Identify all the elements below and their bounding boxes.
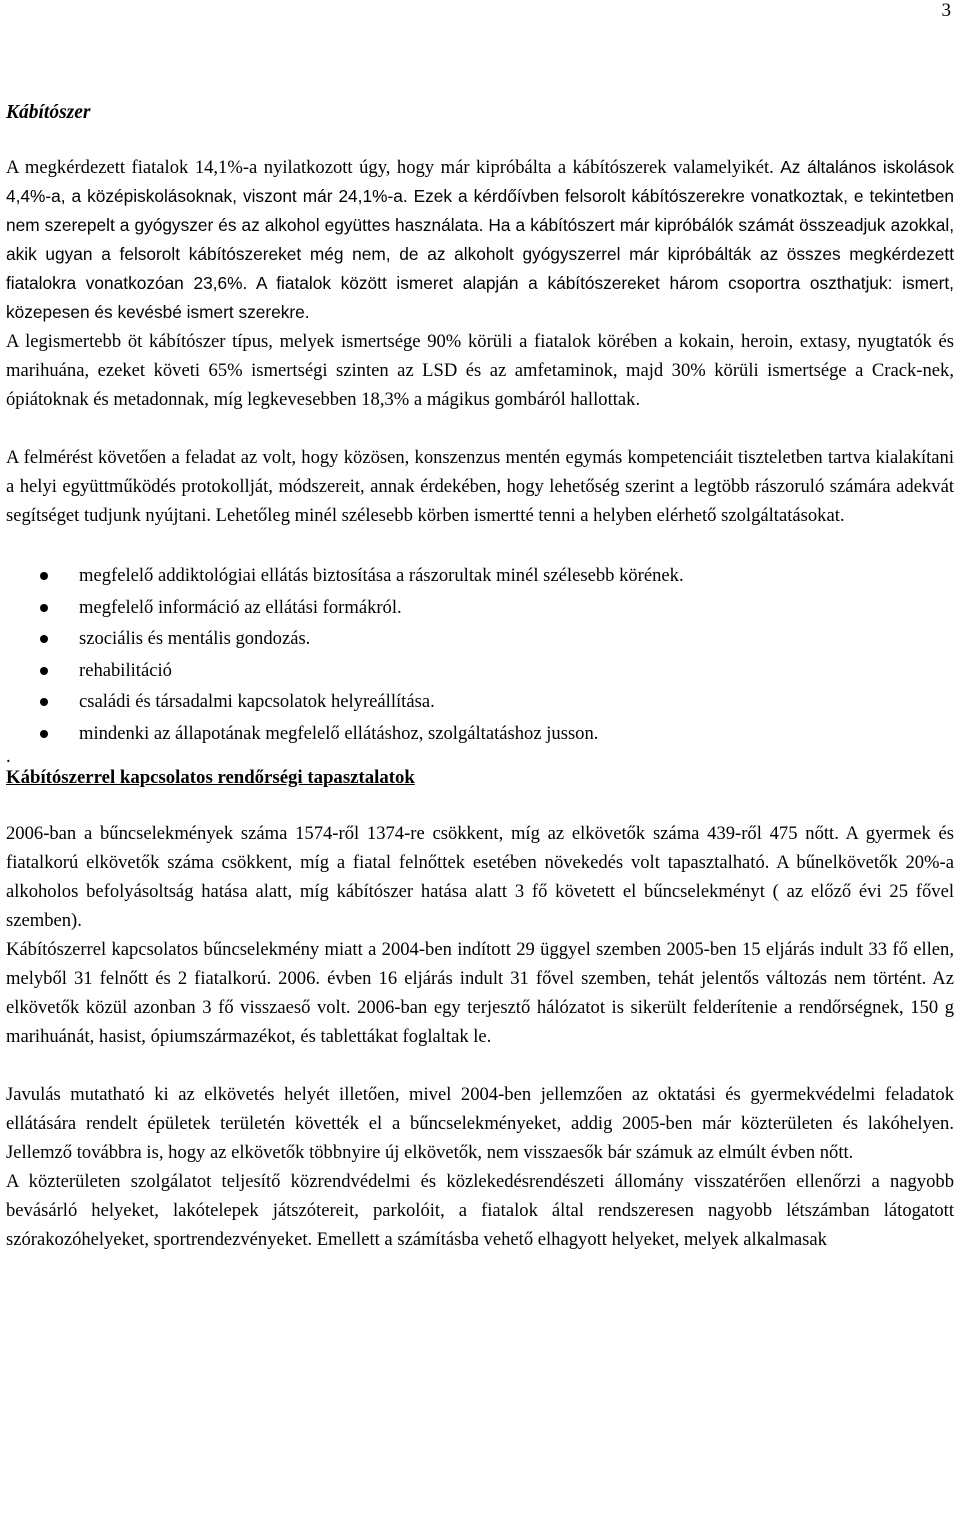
paragraph-task: A felmérést követően a feladat az volt, hogy közösen, konszenzus mentén egymás kompetenciáit tiszteletben tartva kialakítani a helyi együttműködés protokollját, módszereit, annak érdekében, hogy lehetőség szerint a legtöbb rászoruló számára adekvát segítséget tudjunk nyújtani. Lehetőleg minél szélesebb körben ismertté tenni a helyben elérhető szolgáltatásokat. — [6, 447, 954, 526]
list-item-text: családi és társadalmi kapcsolatok helyreállítása. — [79, 691, 435, 712]
list-item — [6, 592, 954, 624]
stray-period: . — [6, 746, 11, 767]
bullet-icon — [40, 604, 48, 612]
goals-list — [6, 560, 954, 749]
intro-sentence: A megkérdezett fiatalok 14,1%-a nyilatkozott úgy, hogy már kipróbálta a kábítószerek valamelyikét. — [6, 157, 774, 178]
bullet-icon — [40, 730, 48, 738]
list-item — [6, 623, 954, 655]
list-item-text: megfelelő információ az ellátási formákról. — [79, 596, 402, 618]
list-item — [6, 686, 954, 718]
intro-sans-text: Az általános iskolások 4,4%-a, a középiskolásoknak, viszont már 24,1%-a. Ezek a kérdőívben felsorolt kábítószerekre vonatkoztak, e tekintetben nem szerepelt a gyógyszer és az alkohol együttes használata. Ha a kábítószert már kipróbálók számát összeadjuk azokkal, akik ugyan a felsorolt kábítószereket még nem, de az alkoholt gyógyszerrel már kipróbálták az összes megkérdezett fiatalokra vonatkozóan 23,6%. A fiatalok között ismeret alapján a kábítószereket három csoportra oszthatjuk: ismert, közepesen és kevésbé ismert szerekre. — [6, 157, 954, 322]
paragraph-location: Javulás mutatható ki az elkövetés helyét illetően, mivel 2004-ben jellemzően az oktatási és gyermekvédelmi feladatok ellátására rendelt épületek területén követték el a bűncselekményeket, addig 2005-ben már közterületen és lakóhelyen. Jellemző továbbra is, hogy az elkövetők többnyire új elkövetők, nem visszaesők bár számuk az elmúlt évben nőtt. — [6, 1084, 954, 1163]
paragraph-awareness: A legismertebb öt kábítószer típus, melyek ismertsége 90% körüli a fiatalok körében a kokain, heroin, extasy, nyugtatók és marihuána, ezeket követi 65% ismertségi szinten az LSD és az amfetaminok, majd 30% körüli ismertsége a Crack-nek, ópiátoknak és metadonnak, míg legkevesebben 18,3% a mágikus gombáról hallottak. — [6, 331, 954, 410]
bullet-icon — [40, 635, 48, 643]
list-item-text: megfelelő addiktológiai ellátás biztosítása a rászorultak minél szélesebb körének. — [79, 565, 684, 586]
section-heading-police: Kábítószerrel kapcsolatos rendőrségi tapasztalatok — [6, 767, 415, 788]
bullet-icon — [40, 698, 48, 706]
list-item — [6, 718, 954, 750]
section-heading-drugs: Kábítószer — [6, 102, 91, 123]
page-content — [6, 98, 954, 1254]
paragraph-patrol: A közterületen szolgálatot teljesítő közrendvédelmi és közlekedésrendészeti állomány visszatérően ellenőrzi a nagyobb bevásárló helyeket, lakótelepek játszótereit, parkolóit, a fiatalok által rendszeresen nagyobb létszámban látogatott szórakozóhelyeket, sportrendezvényeket. Emellett a számításba vehető elhagyott helyeket, melyek alkalmasak — [6, 1171, 954, 1250]
list-item-text: rehabilitáció — [79, 659, 172, 681]
list-item — [6, 655, 954, 687]
bullet-icon — [40, 572, 48, 580]
bullet-icon — [40, 667, 48, 675]
paragraph-survey-intro — [6, 153, 954, 327]
list-item-text: szociális és mentális gondozás. — [79, 628, 311, 649]
page-number: 3 — [941, 0, 951, 21]
paragraph-crime-stats: 2006-ban a bűncselekmények száma 1574-ről 1374-re csökkent, míg az elkövetők száma 439-ről 475 nőtt. A gyermek és fiatalkorú elkövetők száma csökkent, míg a fiatal felnőttek esetében növekedés volt tapasztalható. A bűnelkövetők 20%-a alkoholos befolyásoltság hatása alatt, míg kábítószer hatása alatt 3 fő követett el bűncselekményt ( az előző évi 25 fővel szemben). — [6, 823, 954, 931]
list-item — [6, 560, 954, 592]
list-item-text: mindenki az állapotának megfelelő ellátáshoz, szolgáltatáshoz jusson. — [79, 722, 599, 744]
paragraph-drug-crimes: Kábítószerrel kapcsolatos bűncselekmény miatt a 2004-ben indított 29 üggyel szemben 2005-ben 15 eljárás indult 33 fő ellen, melyből 31 felnőtt és 2 fiatalkorú. 2006. évben 16 eljárás indult 31 fővel szemben, tehát jelentős változás nem történt. Az elkövetők közül azonban 3 fő visszaeső volt. 2006-ban egy terjesztő hálózatot is sikerült felderítenie a rendőrségnek, 150 g marihuánát, hasist, ópiumszármazékot, és tablettákat foglaltak le. — [6, 939, 954, 1047]
